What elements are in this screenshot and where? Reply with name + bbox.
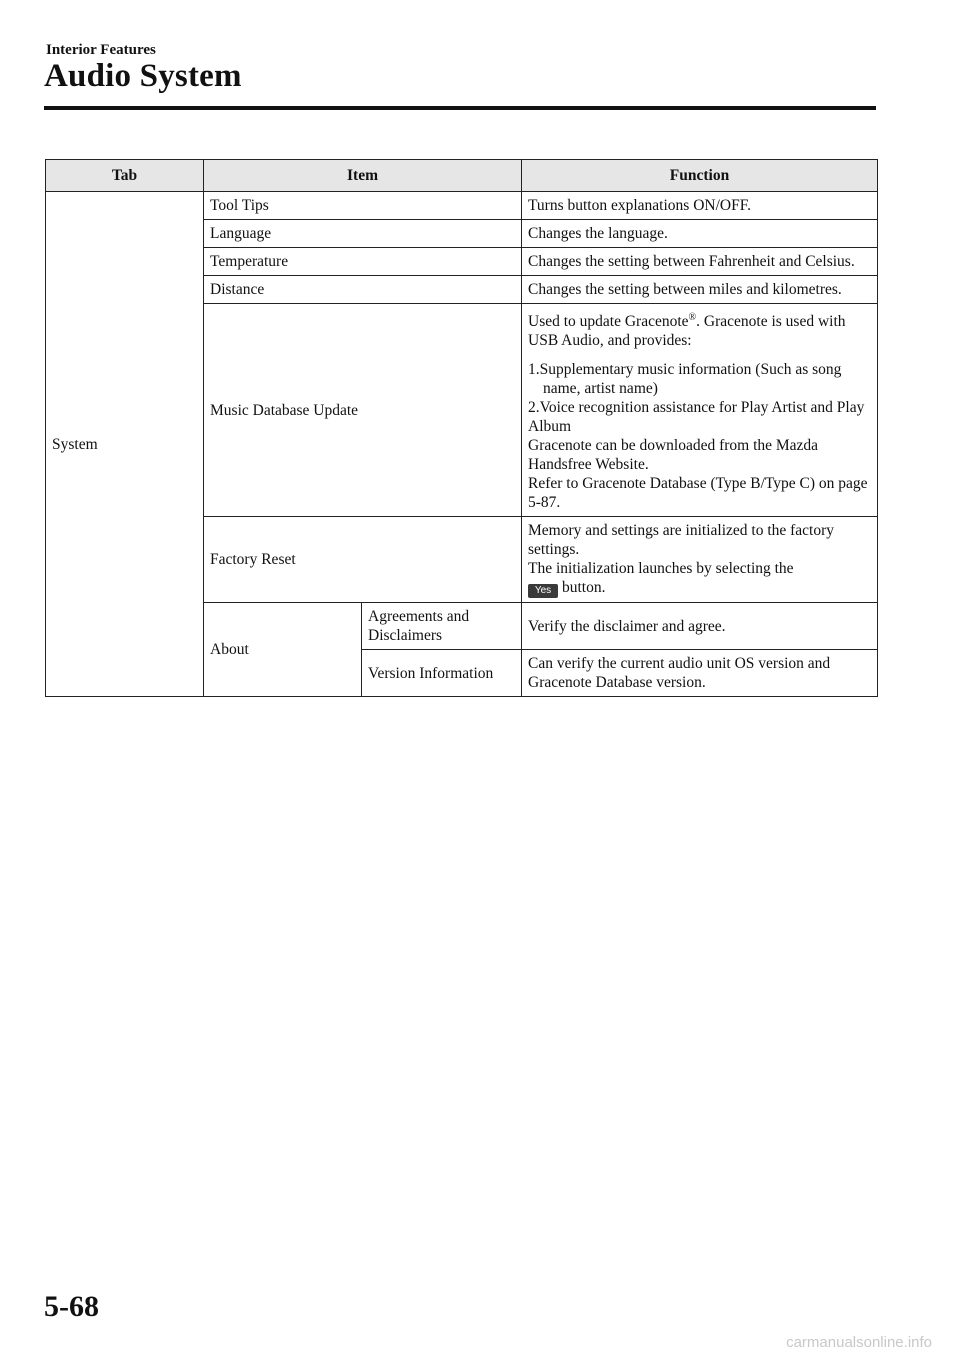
subitem-cell: Version Information [362, 650, 522, 697]
page-number: 5-68 [44, 1290, 99, 1323]
tab-cell-system: System [46, 192, 204, 697]
function-cell [522, 304, 878, 517]
function-cell: Verify the disclaimer and agree. [522, 603, 878, 650]
item-cell: About [204, 603, 362, 697]
item-cell: Music Database Update [204, 304, 522, 517]
function-cell: Turns button explanations ON/OFF. [522, 192, 878, 220]
registered-mark: ® [688, 312, 697, 323]
watermark: carmanualsonline.info [786, 1334, 932, 1351]
item-cell: Factory Reset [204, 517, 522, 603]
section-label: Interior Features [46, 42, 156, 58]
list-item: 2.Voice recognition assistance for Play Artist and Play Album [528, 399, 865, 436]
item-cell: Distance [204, 276, 522, 304]
reset-button-text: button. [562, 579, 606, 597]
page-title: Audio System [44, 58, 242, 94]
title-rule [44, 106, 876, 110]
function-cell: Changes the language. [522, 220, 878, 248]
yes-button-icon: Yes [528, 584, 558, 598]
function-cell: Changes the setting between Fahrenheit and Celsius. [522, 248, 878, 276]
table-row [46, 192, 878, 220]
column-header-item: Item [204, 160, 522, 192]
page-reference: Refer to Gracenote Database (Type B/Type C) on page 5-87. [528, 475, 868, 512]
item-cell: Language [204, 220, 522, 248]
column-header-function: Function [522, 160, 878, 192]
reset-button-line [528, 578, 871, 598]
item-cell: Temperature [204, 248, 522, 276]
download-note: Gracenote can be downloaded from the Mazda Handsfree Website. [528, 437, 819, 474]
function-cell: Can verify the current audio unit OS version and Gracenote Database version. [522, 650, 878, 697]
function-cell: Changes the setting between miles and kilometres. [522, 276, 878, 304]
music-db-intro [528, 308, 871, 350]
function-cell [522, 517, 878, 603]
column-header-tab: Tab [46, 160, 204, 192]
settings-table [45, 159, 878, 697]
intro-rest-text: . Gracenote is used with USB Audio, and provides: [528, 313, 846, 350]
table-header-row [46, 160, 878, 192]
item-cell: Tool Tips [204, 192, 522, 220]
subitem-cell: Agreements and Disclaimers [362, 603, 522, 650]
intro-text: Used to update Gracenote [528, 313, 689, 331]
list-item: 1.Supplementary music information (Such as song name, artist name) [528, 361, 842, 398]
reset-instruction: The initialization launches by selecting the [528, 560, 794, 578]
reset-description: Memory and settings are initialized to the factory settings. [528, 522, 835, 559]
